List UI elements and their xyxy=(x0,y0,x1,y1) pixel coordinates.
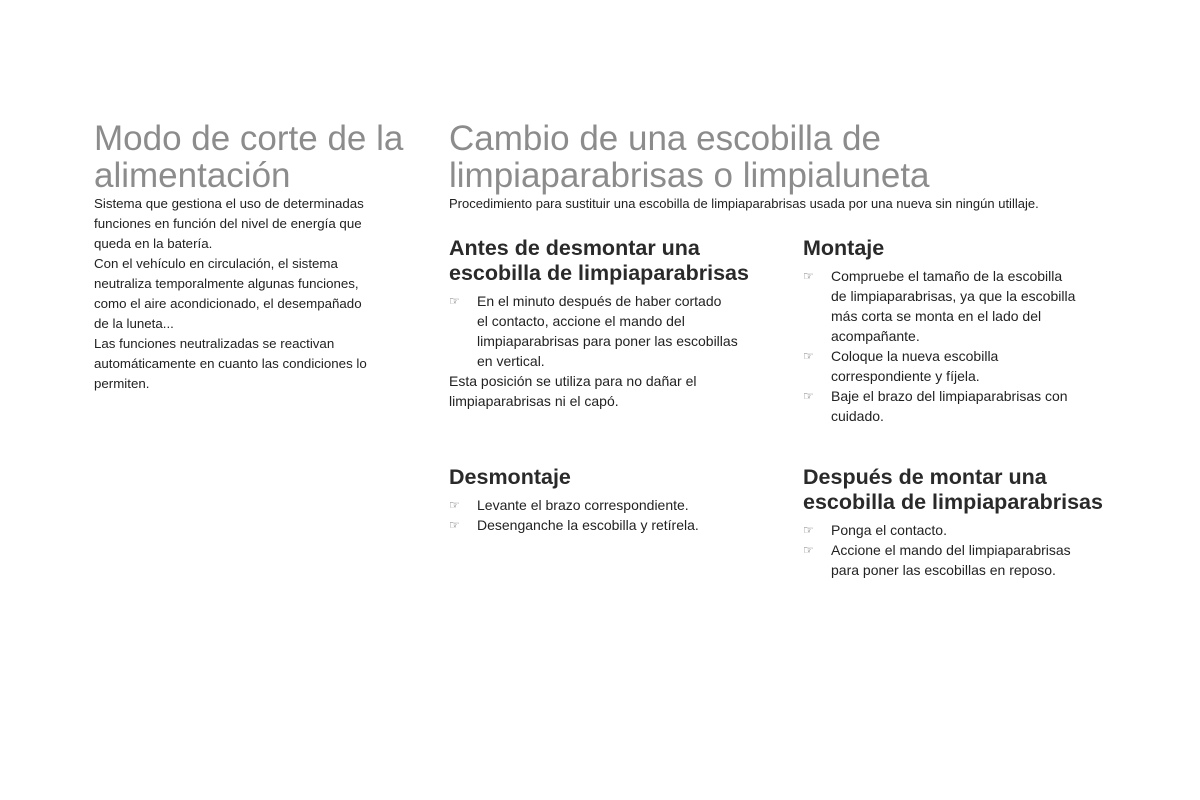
list-item xyxy=(803,346,1148,386)
note-line: Esta posición se utiliza para no dañar el xyxy=(449,373,697,389)
mounting-list xyxy=(803,266,1148,426)
pointing-hand-icon: ☞ xyxy=(803,269,814,283)
list-item-line: acompañante. xyxy=(831,328,920,344)
power-cut-title xyxy=(94,120,424,194)
pointing-hand-icon: ☞ xyxy=(449,498,460,512)
power-cut-body xyxy=(94,194,424,394)
body-line: neutraliza temporalmente algunas funciones, xyxy=(94,276,359,291)
before-removal-note xyxy=(449,371,779,411)
list-item-line: Baje el brazo del limpiaparabrisas con xyxy=(831,388,1068,404)
list-item-line: correspondiente y fíjela. xyxy=(831,368,980,384)
removal-list xyxy=(449,495,779,535)
before-removal-list xyxy=(449,291,779,371)
list-item-line: Compruebe el tamaño de la escobilla xyxy=(831,268,1063,284)
list-item-line: Accione el mando del limpiaparabrisas xyxy=(831,542,1071,558)
body-line: funciones en función del nivel de energía que xyxy=(94,216,362,231)
body-line: como el aire acondicionado, el desempañado xyxy=(94,296,362,311)
list-item-line: más corta se monta en el lado del xyxy=(831,308,1042,324)
after-mounting-list xyxy=(803,520,1148,580)
body-line: automáticamente en cuanto las condiciones lo xyxy=(94,356,367,371)
list-item-line: Levante el brazo correspondiente. xyxy=(477,497,689,513)
removal-section xyxy=(449,465,779,535)
section-title-line: escobilla de limpiaparabrisas xyxy=(803,490,1103,514)
list-item-line: Coloque la nueva escobilla xyxy=(831,348,999,364)
list-item xyxy=(449,495,779,515)
wiper-change-title-line: Cambio de una escobilla de xyxy=(449,119,881,158)
power-cut-section xyxy=(94,120,424,394)
section-title-line: Antes de desmontar una xyxy=(449,236,700,260)
body-line: Las funciones neutralizadas se reactivan xyxy=(94,336,335,351)
list-item-line: de limpiaparabrisas, ya que la escobilla xyxy=(831,288,1076,304)
wiper-change-title xyxy=(449,120,1149,194)
removal-title xyxy=(449,465,779,490)
list-item xyxy=(803,266,1148,346)
body-line: Sistema que gestiona el uso de determinadas xyxy=(94,196,364,211)
after-mounting-section xyxy=(803,465,1148,580)
pointing-hand-icon: ☞ xyxy=(803,349,814,363)
pointing-hand-icon: ☞ xyxy=(449,518,460,532)
section-title-line: Montaje xyxy=(803,236,885,260)
list-item-line: cuidado. xyxy=(831,408,884,424)
procedure-text: Procedimiento para sustituir una escobilla de limpiaparabrisas usada por una nueva sin ningún utillaje. xyxy=(449,196,1039,211)
list-item xyxy=(803,520,1148,540)
wiper-change-title-line: limpiaparabrisas o limpialuneta xyxy=(449,156,930,195)
power-cut-title-line: Modo de corte de la xyxy=(94,119,404,158)
section-title-line: escobilla de limpiaparabrisas xyxy=(449,261,749,285)
body-line: permiten. xyxy=(94,376,150,391)
list-item-line: Desenganche la escobilla y retírela. xyxy=(477,517,699,533)
pointing-hand-icon: ☞ xyxy=(803,543,814,557)
wiper-change-header xyxy=(449,120,1149,214)
body-line: queda en la batería. xyxy=(94,236,213,251)
list-item-line: limpiaparabrisas para poner las escobillas xyxy=(477,333,738,349)
list-item xyxy=(803,540,1148,580)
list-item-line: para poner las escobillas en reposo. xyxy=(831,562,1056,578)
list-item-line: el contacto, accione el mando del xyxy=(477,313,685,329)
list-item-line: En el minuto después de haber cortado xyxy=(477,293,722,309)
list-item xyxy=(449,515,779,535)
section-title-line: Desmontaje xyxy=(449,465,571,489)
list-item-line: en vertical. xyxy=(477,353,545,369)
list-item xyxy=(803,386,1148,426)
note-line: limpiaparabrisas ni el capó. xyxy=(449,393,619,409)
mounting-section xyxy=(803,236,1148,426)
pointing-hand-icon: ☞ xyxy=(449,294,460,308)
body-line: de la luneta... xyxy=(94,316,174,331)
before-removal-section xyxy=(449,236,779,411)
pointing-hand-icon: ☞ xyxy=(803,389,814,403)
section-title-line: Después de montar una xyxy=(803,465,1047,489)
body-line: Con el vehículo en circulación, el sistema xyxy=(94,256,338,271)
before-removal-title xyxy=(449,236,779,286)
pointing-hand-icon: ☞ xyxy=(803,523,814,537)
list-item xyxy=(449,291,779,371)
power-cut-title-line: alimentación xyxy=(94,156,291,195)
after-mounting-title xyxy=(803,465,1148,515)
mounting-title xyxy=(803,236,1148,261)
list-item-line: Ponga el contacto. xyxy=(831,522,947,538)
